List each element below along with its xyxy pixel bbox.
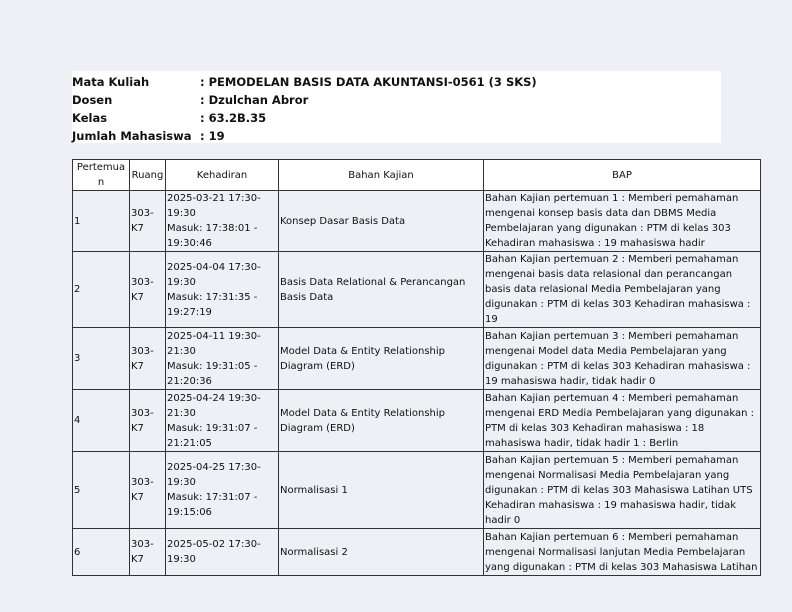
cell-kehadiran <box>166 328 279 390</box>
cell-bap: Bahan Kajian pertemuan 1 : Memberi pemahaman mengenai konsep basis data dan DBMS Media Pembelajaran yang digunakan : PTM di kelas 303 Kehadiran mahasiswa : 19 mahasiswa hadir <box>484 191 761 252</box>
schedule-time: 2025-04-04 17:30-19:30 <box>167 261 261 288</box>
cell-bap: Bahan Kajian pertemuan 2 : Memberi pemahaman mengenai basis data relasional dan perancangan basis data relasional Media Pembelajaran yang digunakan : PTM di kelas 303 Kehadiran mahasiswa : 19 <box>484 252 761 328</box>
cell-pertemuan: 5 <box>73 452 130 529</box>
cell-kehadiran <box>166 390 279 452</box>
table-row <box>73 452 761 529</box>
cell-ruang: 303-K7 <box>130 452 166 529</box>
lecturer-value: : Dzulchan Abror <box>200 93 309 107</box>
lecturer-label: Dosen <box>72 93 113 107</box>
students-value: : 19 <box>200 129 225 143</box>
cell-pertemuan: 3 <box>73 328 130 390</box>
cell-bahan-kajian: Basis Data Relational & Perancangan Basis Data <box>279 252 484 328</box>
cell-pertemuan: 4 <box>73 390 130 452</box>
schedule-time: 2025-04-24 19:30-21:30 <box>167 392 261 419</box>
table-row <box>73 328 761 390</box>
cell-bahan-kajian: Normalisasi 2 <box>279 529 484 576</box>
schedule-time: 2025-04-25 17:30-19:30 <box>167 462 261 488</box>
bap-table <box>72 159 761 576</box>
students-label: Jumlah Mahasiswa <box>72 129 192 143</box>
col-header-pertemuan: Pertemuan <box>73 160 130 191</box>
col-header-bahan-kajian: Bahan Kajian <box>279 160 484 191</box>
cell-bap: Bahan Kajian pertemuan 5 : Memberi pemahaman mengenai Normalisasi Media Pembelajaran yang digunakan : PTM di kelas 303 Mahasiswa Latihan UTS Kehadiran mahasiswa : 19 mahasiswa hadir, tidak hadir 0 <box>484 452 761 529</box>
check-in-time: Masuk: 17:31:35 - 19:27:19 <box>167 291 258 318</box>
cell-bap: Bahan Kajian pertemuan 3 : Memberi pemahaman mengenai Model data Media Pembelajaran yang digunakan : PTM di kelas 303 Kehadiran mahasiswa : 19 mahasiswa hadir, tidak hadir 0 <box>484 328 761 390</box>
cell-bahan-kajian: Model Data & Entity Relationship Diagram (ERD) <box>279 390 484 452</box>
cell-bap: Bahan Kajian pertemuan 4 : Memberi pemahaman mengenai ERD Media Pembelajaran yang digunakan : PTM di kelas 303 Kehadiran mahasiswa : 18 mahasiswa hadir, tidak hadir 1 : Berlin <box>484 390 761 452</box>
col-header-ruang: Ruang <box>130 160 166 191</box>
check-in-time: Masuk: 17:31:07 - 19:15:06 <box>167 492 258 518</box>
cell-bahan-kajian: Model Data & Entity Relationship Diagram (ERD) <box>279 328 484 390</box>
cell-pertemuan: 2 <box>73 252 130 328</box>
table-row <box>73 191 761 252</box>
table-row <box>73 252 761 328</box>
cell-kehadiran <box>166 191 279 252</box>
col-header-kehadiran: Kehadiran <box>166 160 279 191</box>
cell-kehadiran <box>166 452 279 529</box>
col-header-bap: BAP <box>484 160 761 191</box>
schedule-time: 2025-04-11 19:30-21:30 <box>167 330 261 357</box>
check-in-time: Masuk: 19:31:07 - 21:21:05 <box>167 422 258 449</box>
cell-ruang: 303-K7 <box>130 252 166 328</box>
check-in-time: Masuk: 19:31:05 - 21:20:36 <box>167 360 258 387</box>
cell-kehadiran <box>166 529 279 576</box>
cell-ruang: 303-K7 <box>130 191 166 252</box>
table-row <box>73 529 761 576</box>
cell-ruang: 303-K7 <box>130 328 166 390</box>
class-value: : 63.2B.35 <box>200 111 267 125</box>
course-value: : PEMODELAN BASIS DATA AKUNTANSI-0561 (3 SKS) <box>200 75 537 89</box>
cell-pertemuan: 1 <box>73 191 130 252</box>
cell-ruang: 303-K7 <box>130 390 166 452</box>
schedule-time: 2025-03-21 17:30-19:30 <box>167 193 261 219</box>
check-in-time: Masuk: 17:38:01 - 19:30:46 <box>167 223 258 249</box>
table-row <box>73 390 761 452</box>
cell-bahan-kajian: Konsep Dasar Basis Data <box>279 191 484 252</box>
bap-text-clipped: Bahan Kajian pertemuan 6 : Memberi pemahaman mengenai Normalisasi lanjutan Media Pembelajaran yang digunakan : PTM di kelas 303 Mahasiswa Latihan <box>485 531 758 573</box>
course-info-panel <box>72 71 721 143</box>
cell-bahan-kajian: Normalisasi 1 <box>279 452 484 529</box>
cell-kehadiran <box>166 252 279 328</box>
cell-bap <box>484 529 761 576</box>
course-label: Mata Kuliah <box>72 75 150 89</box>
schedule-time: 2025-05-02 17:30-19:30 <box>167 539 261 565</box>
class-label: Kelas <box>72 111 108 125</box>
cell-ruang: 303-K7 <box>130 529 166 576</box>
table-header-row <box>73 160 761 191</box>
cell-pertemuan: 6 <box>73 529 130 576</box>
